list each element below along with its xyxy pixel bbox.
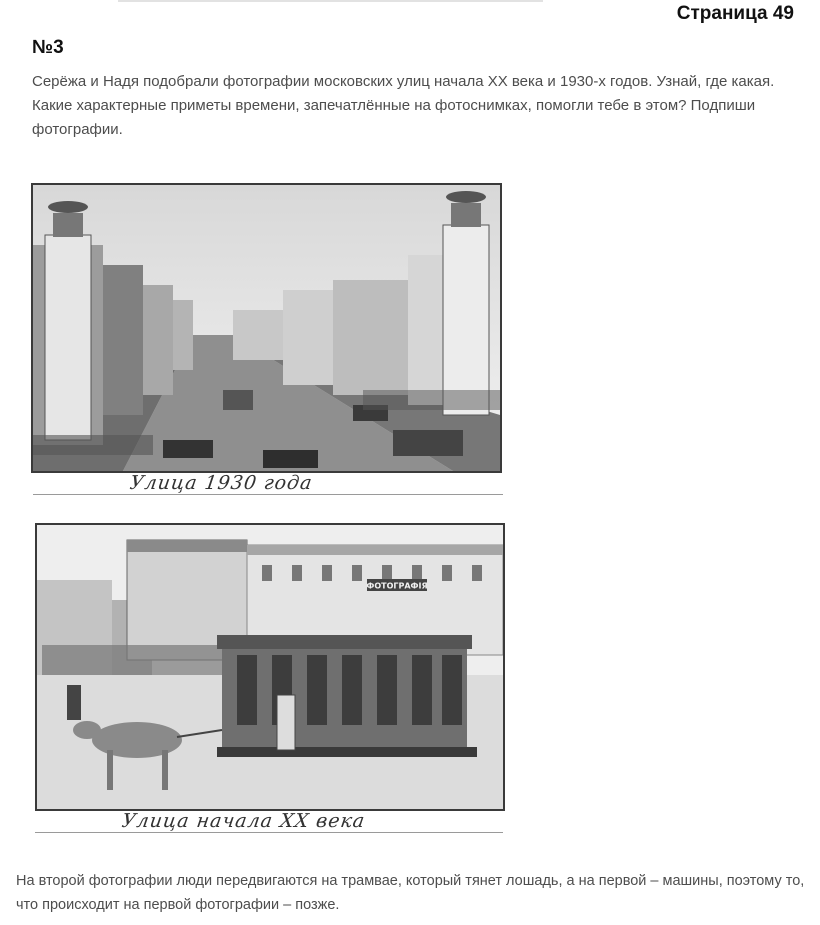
task-number: №3 — [32, 37, 64, 58]
caption-underline-2 — [35, 832, 503, 833]
answer-text: На второй фотографии люди передвигаются на трамвае, который тянет лошадь, а на первой – машины, поэтому то, что происходит на первой фотографии – позже. — [16, 873, 805, 913]
page-number: Страница 49 — [676, 3, 794, 24]
photograph-shop-sign: ФОТОГРАФІЯ — [366, 581, 428, 591]
photo-early-20th-century-street — [35, 523, 505, 811]
caption-photo-2: Улица начала XX века — [120, 810, 367, 832]
caption-photo-1: Улица 1930 года — [128, 472, 315, 494]
top-divider — [118, 0, 543, 2]
task-text: Серёжа и Надя подобрали фотографии московских улиц начала XX века и 1930-х годов. Узнай, где какая. Какие характерные приметы времени, запечатлённые на фотоснимках, помогли тебе в этом? Подпиши фотографии. — [32, 73, 775, 138]
photo-1930s-street — [31, 183, 502, 473]
caption-underline-1 — [33, 494, 503, 495]
